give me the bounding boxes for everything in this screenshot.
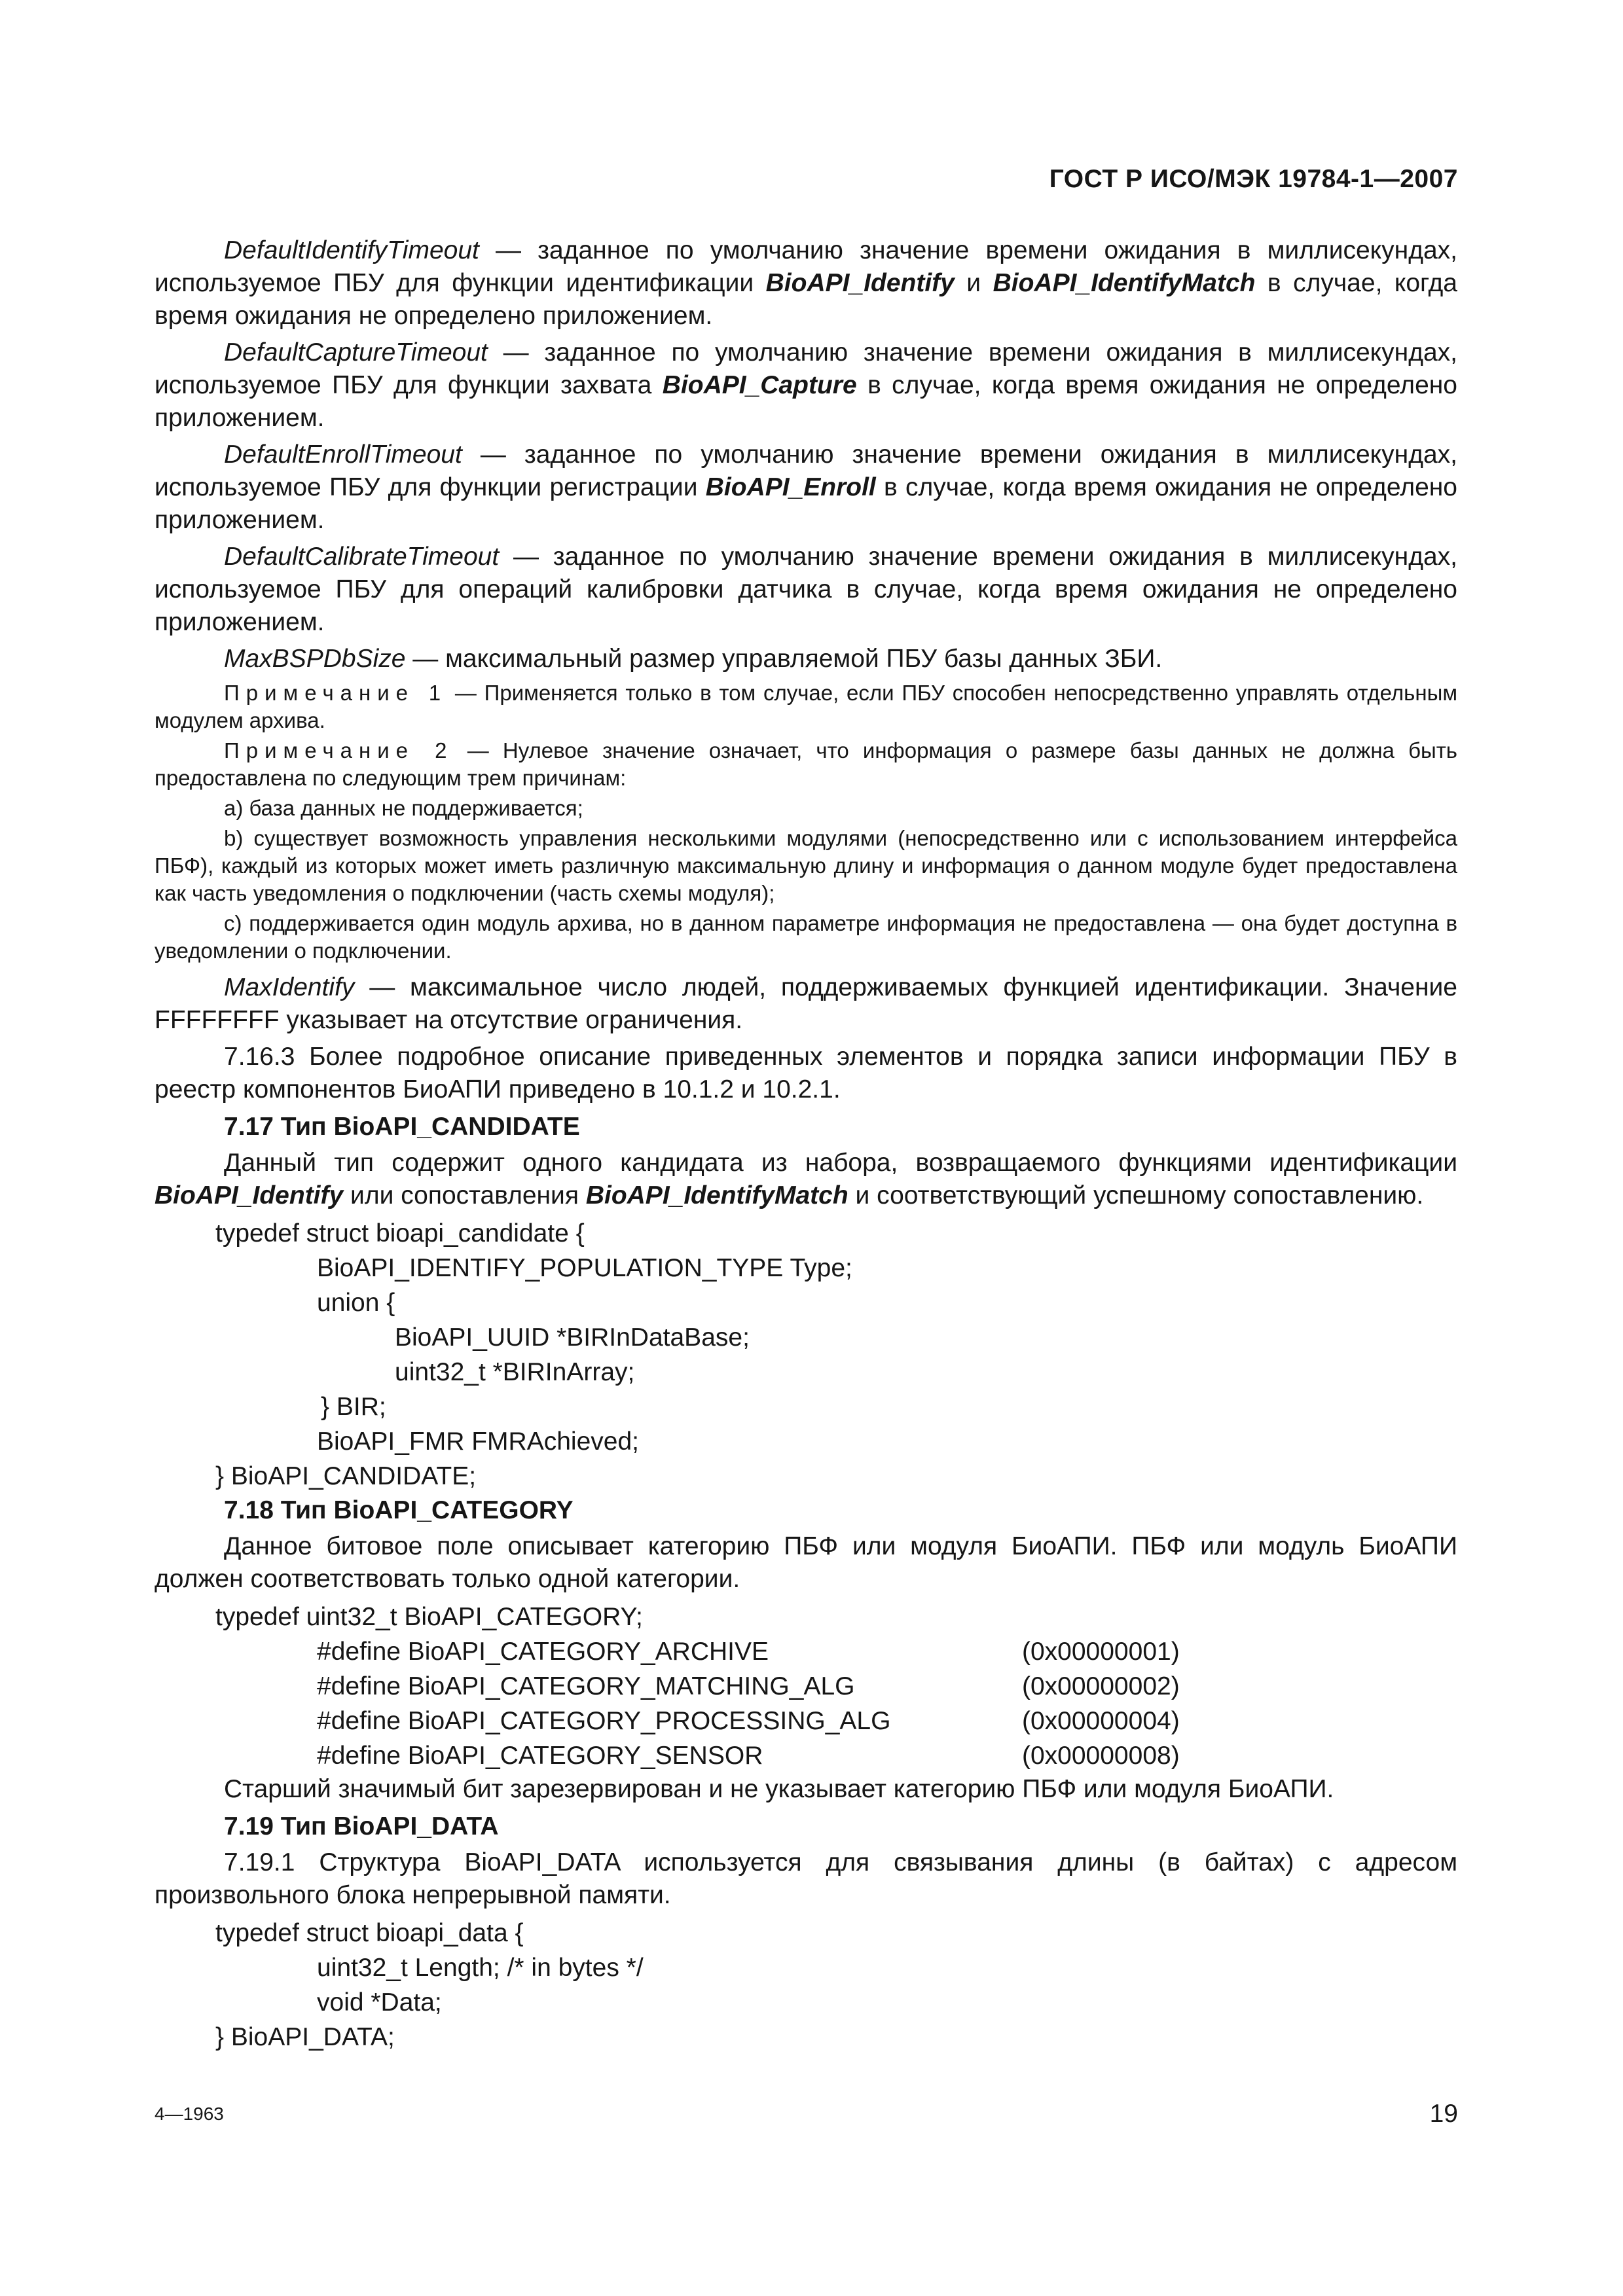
text: или сопоставления [343, 1181, 586, 1210]
code-line: void *Data; [317, 1988, 442, 2017]
code-line: BioAPI_IDENTIFY_POPULATION_TYPE Type; [317, 1254, 852, 1282]
define-name: #define BioAPI_CATEGORY_SENSOR [317, 1742, 763, 1770]
code-line: } BioAPI_CANDIDATE; [215, 1462, 477, 1490]
code-line: BioAPI_UUID *BIRInDataBase; [395, 1323, 750, 1352]
define-name: #define BioAPI_CATEGORY_PROCESSING_ALG [317, 1707, 891, 1735]
paragraph-default-capture-timeout [155, 336, 1457, 435]
paragraph-default-identify-timeout [155, 234, 1457, 332]
term: MaxBSPDbSize [224, 645, 406, 673]
section-heading-7-19: 7.19 Тип BioAPI_DATA [224, 1812, 499, 1840]
section-heading-7-17: 7.17 Тип BioAPI_CANDIDATE [224, 1113, 580, 1141]
page-number: 19 [1429, 2100, 1458, 2128]
code-line: } BioAPI_DATA; [215, 2023, 395, 2051]
define-value: (0x00000001) [1022, 1638, 1180, 1666]
text: — заданное по умолчанию значение времени ожидания в миллисекундах, используемое ПБУ для функции захвата [155, 338, 1457, 399]
define-name: #define BioAPI_CATEGORY_MATCHING_ALG [317, 1672, 855, 1700]
term: DefaultCalibrateTimeout [224, 543, 500, 571]
section-7-17-text [155, 1147, 1457, 1212]
function-name: BioAPI_Enroll [705, 473, 876, 501]
define-name: #define BioAPI_CATEGORY_ARCHIVE [317, 1638, 769, 1666]
paragraph-default-enroll-timeout [155, 439, 1457, 537]
section-7-19-text: 7.19.1 Структура BioAPI_DATA используется для связывания длины (в байтах) с адресом произвольного блока непрерывной памяти. [155, 1848, 1457, 1909]
footer-print-code: 4—1963 [155, 2104, 224, 2124]
section-7-18-text: Данное битовое поле описывает категорию ПБФ или модуля БиоАПИ. ПБФ или модуль БиоАПИ должен соответствовать только одной категории. [155, 1532, 1457, 1593]
term: DefaultCaptureTimeout [224, 338, 488, 367]
code-line: typedef struct bioapi_data { [215, 1919, 524, 1947]
function-name: BioAPI_IdentifyMatch [585, 1181, 848, 1210]
standard-header: ГОСТ Р ИСО/МЭК 19784-1—2007 [1049, 165, 1458, 193]
define-row [155, 1634, 1457, 1669]
paragraph-max-identify [155, 971, 1457, 1037]
function-name: BioAPI_Identify [155, 1181, 344, 1210]
code-line: BioAPI_FMR FMRAchieved; [317, 1427, 639, 1456]
note-text: — Нулевое значение означает, что информация о размере базы данных не должна быть предоставлена по следующим трем причинам: [155, 738, 1457, 790]
paragraph-max-bsp-db-size [155, 643, 1457, 675]
note-2-item-a: а) база данных не поддерживается; [224, 796, 583, 820]
code-line: typedef uint32_t BioAPI_CATEGORY; [215, 1603, 643, 1631]
text: — заданное по умолчанию значение времени ожидания в миллисекундах, используемое ПБУ для функции регистрации [155, 440, 1457, 501]
define-value: (0x00000002) [1022, 1672, 1180, 1700]
function-name: BioAPI_Identify [765, 269, 955, 297]
term: DefaultIdentifyTimeout [224, 236, 479, 264]
code-line: uint32_t *BIRInArray; [395, 1358, 635, 1386]
code-line: } BIR; [321, 1393, 386, 1421]
function-name: BioAPI_IdentifyMatch [993, 269, 1256, 297]
note-text: — Применяется только в том случае, если ПБУ способен непосредственно управлять отдельным модулем архива. [155, 681, 1458, 732]
function-name: BioAPI_Capture [662, 371, 857, 399]
code-line: uint32_t Length; /* in bytes */ [317, 1954, 644, 1982]
text: — заданное по умолчанию значение времени ожидания в миллисекундах, используемое ПБУ для функции идентификации [155, 236, 1457, 297]
code-line: union { [317, 1289, 395, 1317]
define-value: (0x00000004) [1022, 1707, 1180, 1735]
text: и соответствующий успешному сопоставлению. [848, 1181, 1424, 1210]
define-value: (0x00000008) [1022, 1742, 1180, 1770]
page-body [155, 234, 1457, 2054]
section-heading-7-18: 7.18 Тип BioAPI_CATEGORY [224, 1496, 574, 1524]
text: — максимальное число людей, поддерживаемых функцией идентификации. Значение FFFFFFFF указывает на отсутствие ограничения. [155, 973, 1457, 1034]
note-2-item-c: с) поддерживается один модуль архива, но в данном параметре информация не предоставлена — она будет доступна в уведомлении о подключении. [155, 911, 1457, 963]
define-row [155, 1704, 1457, 1738]
term: DefaultEnrollTimeout [224, 440, 462, 469]
text: — максимальный размер управляемой ПБУ базы данных ЗБИ. [405, 645, 1163, 673]
term: MaxIdentify [224, 973, 355, 1001]
code-line: typedef struct bioapi_candidate { [215, 1219, 585, 1247]
text: в случае, когда время ожидания не определено приложением. [155, 473, 1457, 534]
paragraph-7-16-3: 7.16.3 Более подробное описание приведенных элементов и порядка записи информации ПБУ в реестр компонентов БиоАПИ приведено в 10.1.2 и 10.2.1. [155, 1043, 1457, 1103]
text: и [954, 269, 993, 297]
text: — заданное по умолчанию значение времени ожидания в миллисекундах, используемое ПБУ для операций калибровки датчика в случае, когда время ожидания не определено приложением. [155, 543, 1457, 636]
text: в случае, когда время ожидания не определено приложением. [155, 371, 1457, 432]
section-7-18-after: Старший значимый бит зарезервирован и не указывает категорию ПБФ или модуля БиоАПИ. [224, 1775, 1334, 1803]
note-label: Примечание 2 [224, 738, 454, 762]
text: Данный тип содержит одного кандидата из набора, возвращаемого функциями идентификации [224, 1149, 1457, 1177]
note-2 [155, 737, 1457, 792]
text: в случае, когда время ожидания не определено приложением. [155, 269, 1457, 330]
paragraph-default-calibrate-timeout [155, 541, 1457, 639]
note-label: Примечание 1 [224, 681, 448, 705]
note-1 [155, 679, 1457, 734]
note-2-item-b: b) существует возможность управления несколькими модулями (непосредственно или с использованием интерфейса ПБФ), каждый из которых может иметь различную максимальную длину и информация о данном модуле будет предоставлена как часть уведомления о подключении (часть схемы модуля); [155, 826, 1457, 905]
define-row [155, 1669, 1457, 1704]
define-row [155, 1738, 1457, 1773]
